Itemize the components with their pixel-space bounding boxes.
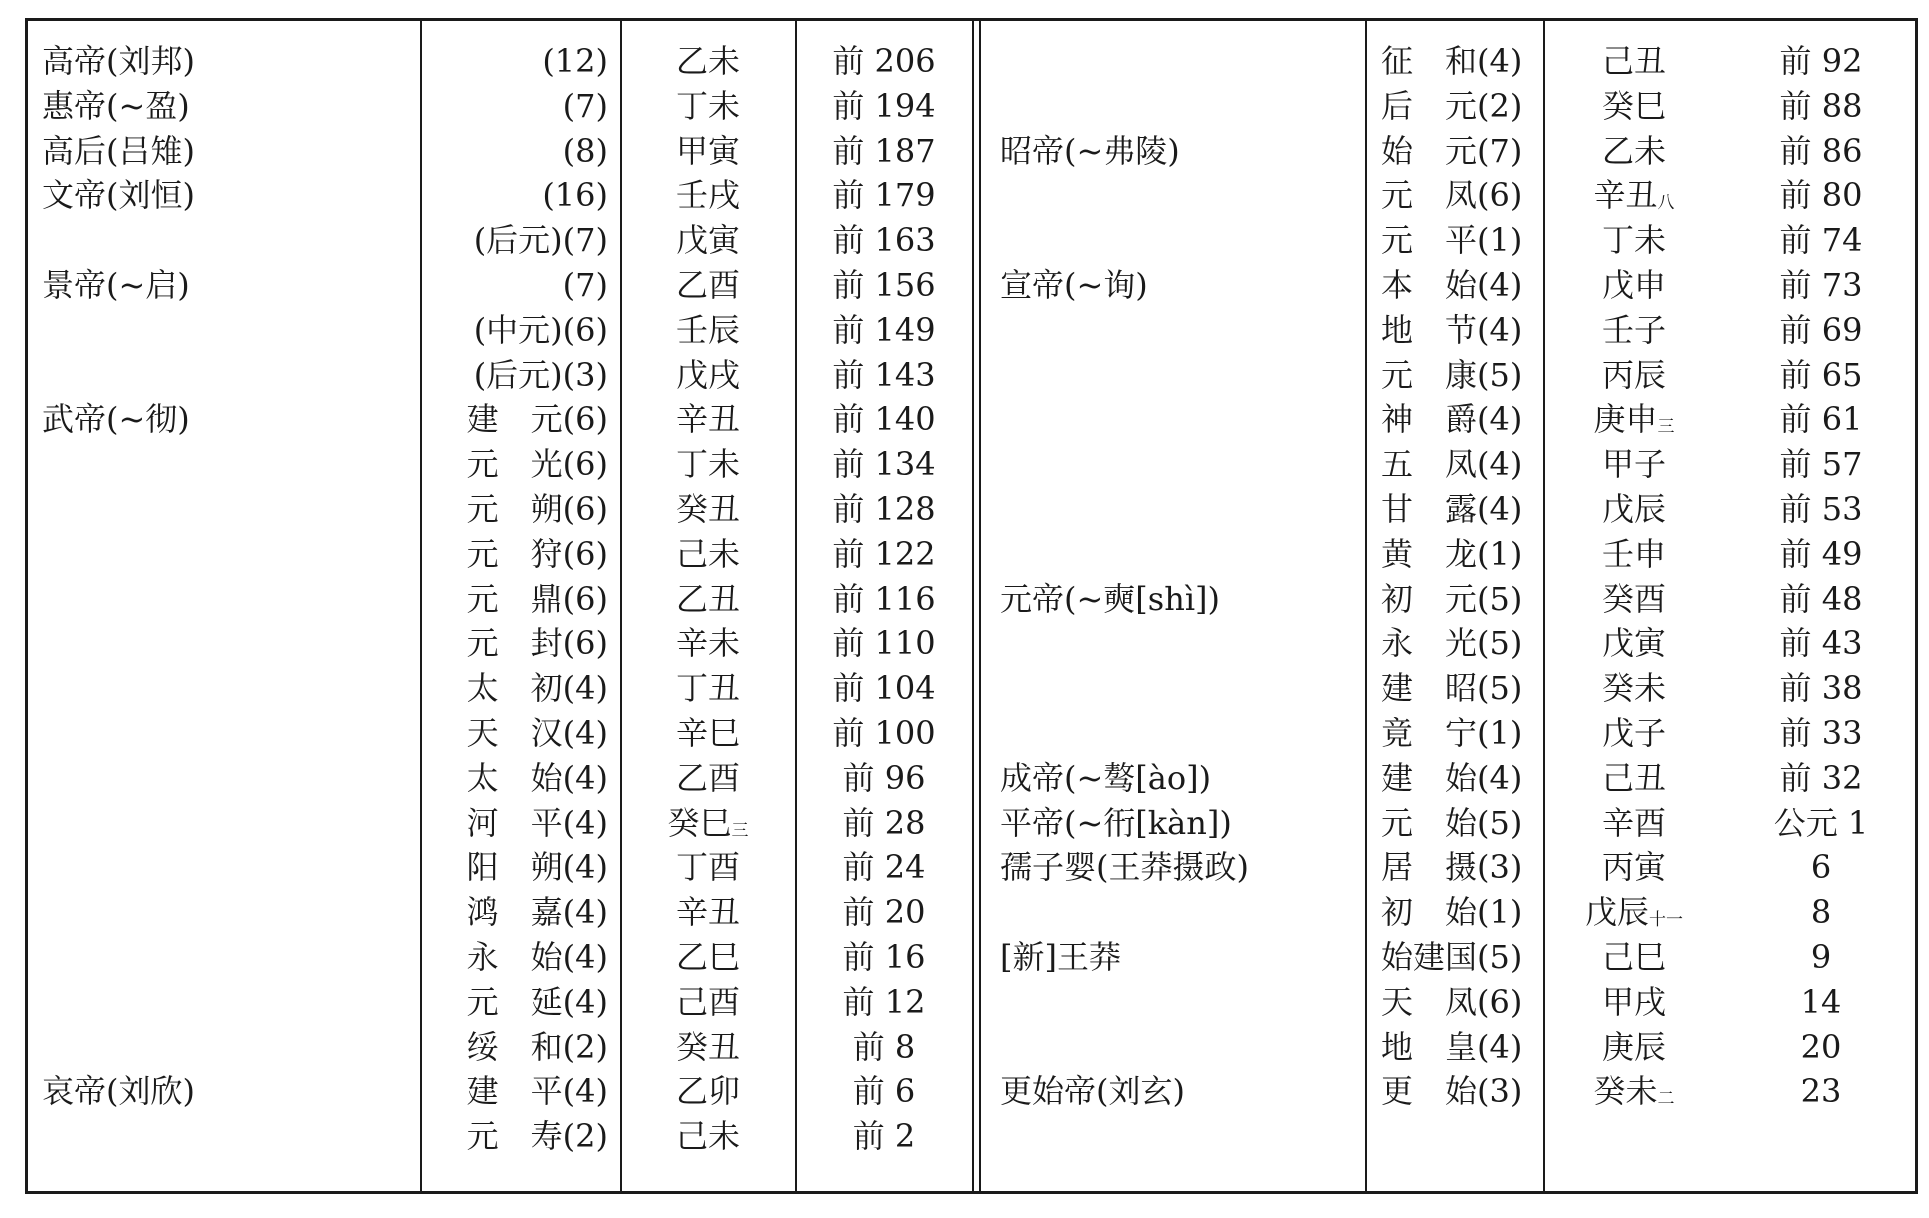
ganzhi-text: 辛未 — [675, 624, 740, 663]
ganzhi-cell — [1549, 353, 1719, 398]
table-cell: (7) — [562, 86, 608, 125]
table-cell: 太 始(4) — [466, 758, 608, 797]
table-cell — [42, 487, 414, 532]
table-cell: 前 24 — [842, 848, 926, 887]
table-cell: 黄 龙(1) — [1381, 534, 1523, 573]
table-cell: 前 80 — [1779, 176, 1863, 215]
table-cell: 景帝(~启) — [42, 265, 190, 304]
table-cell: 前 86 — [1779, 131, 1863, 170]
table-cell: 前 28 — [842, 803, 926, 842]
table-cell — [1000, 711, 1360, 756]
table-cell — [1000, 353, 1360, 398]
ganzhi-cell — [626, 353, 790, 398]
table-cell: 孺子婴(王莽摄政) — [1000, 848, 1249, 887]
ganzhi-cell — [626, 173, 790, 218]
ganzhi-text: 辛丑 — [675, 400, 740, 439]
left-year-column — [801, 39, 967, 1159]
table-cell: 20 — [1800, 1027, 1842, 1066]
table-cell: 前 206 — [832, 42, 936, 80]
ganzhi-cell — [626, 39, 790, 84]
ganzhi-text: 乙丑 — [675, 579, 740, 618]
table-cell — [42, 621, 414, 666]
ganzhi-cell — [1549, 980, 1719, 1025]
ganzhi-text: 癸丑 — [675, 1027, 740, 1066]
ganzhi-text: 戊辰 — [1601, 489, 1666, 528]
ganzhi-cell — [1549, 487, 1719, 532]
table-cell: 前 12 — [842, 982, 926, 1021]
table-cell: 竟 宁(1) — [1381, 713, 1523, 752]
table-cell: 高帝(刘邦) — [42, 42, 195, 80]
table-cell — [42, 308, 414, 353]
ganzhi-text: 丁未 — [675, 86, 740, 125]
ganzhi-cell — [626, 845, 790, 890]
table-cell — [1000, 487, 1360, 532]
ganzhi-text: 癸丑 — [675, 489, 740, 528]
ganzhi-cell — [626, 1114, 790, 1159]
table-cell — [42, 666, 414, 711]
table-cell: 鸿 嘉(4) — [466, 893, 608, 932]
table-cell: [新]王莽 — [1000, 937, 1121, 976]
table-cell — [1000, 308, 1360, 353]
ganzhi-cell — [626, 980, 790, 1025]
table-cell — [42, 218, 414, 263]
ganzhi-cell — [1549, 756, 1719, 801]
ganzhi-cell — [1549, 801, 1719, 846]
ganzhi-text: 己巳 — [1601, 937, 1666, 976]
ganzhi-cell — [1549, 129, 1719, 174]
ganzhi-cell — [1549, 666, 1719, 711]
table-cell — [1000, 980, 1360, 1025]
table-cell: 公元 1 — [1773, 803, 1869, 842]
table-cell: 前 38 — [1779, 669, 1863, 708]
table-cell: (后元)(7) — [473, 221, 608, 260]
table-cell — [1000, 890, 1360, 935]
table-cell: 前 74 — [1779, 221, 1863, 260]
table-cell: 14 — [1800, 982, 1842, 1021]
right-emperor-column — [1000, 39, 1360, 1159]
ganzhi-text: 丁未 — [675, 445, 740, 484]
table-cell: 前 33 — [1779, 713, 1863, 752]
table-cell: 初 元(5) — [1381, 579, 1523, 618]
table-cell: 太 初(4) — [466, 669, 608, 708]
ganzhi-cell — [626, 621, 790, 666]
ganzhi-cell — [626, 308, 790, 353]
ganzhi-text: 辛丑 — [1593, 176, 1658, 215]
ganzhi-text: 己丑 — [1601, 758, 1666, 797]
table-cell — [1000, 84, 1360, 129]
ganzhi-text: 丙寅 — [1601, 848, 1666, 887]
ganzhi-cell — [1549, 84, 1719, 129]
table-cell: 文帝(刘恒) — [42, 176, 195, 215]
table-cell: 神 爵(4) — [1381, 400, 1523, 439]
table-cell — [42, 532, 414, 577]
table-cell: 地 皇(4) — [1381, 1027, 1523, 1066]
table-cell — [42, 1025, 414, 1070]
ganzhi-text: 戊戌 — [675, 355, 740, 394]
table-cell — [1000, 397, 1360, 442]
ganzhi-cell — [1549, 173, 1719, 218]
ganzhi-text: 壬辰 — [675, 310, 740, 349]
table-cell — [42, 890, 414, 935]
table-cell: 前 140 — [832, 400, 936, 439]
ganzhi-text: 庚辰 — [1601, 1027, 1666, 1066]
table-cell: 建 昭(5) — [1381, 669, 1523, 708]
ganzhi-text: 乙未 — [675, 42, 740, 80]
ganzhi-cell — [626, 577, 790, 622]
table-cell: 前 43 — [1779, 624, 1863, 663]
table-cell: 更 始(3) — [1381, 1072, 1523, 1111]
table-cell: 高后(吕雉) — [42, 131, 195, 170]
table-cell — [1000, 173, 1360, 218]
table-cell: 甘 露(4) — [1381, 489, 1523, 528]
table-cell — [42, 442, 414, 487]
ganzhi-text: 己未 — [675, 534, 740, 573]
table-cell — [42, 756, 414, 801]
table-cell: 平帝(~衎[kàn]) — [1000, 803, 1232, 842]
table-cell: 元 鼎(6) — [466, 579, 608, 618]
left-era-column — [426, 39, 608, 1159]
table-cell — [42, 801, 414, 846]
table-cell: 成帝(~骜[ào]) — [1000, 758, 1212, 797]
ganzhi-cell — [1549, 621, 1719, 666]
table-cell: 惠帝(~盈) — [42, 86, 190, 125]
table-cell — [1000, 666, 1360, 711]
table-cell: 元 狩(6) — [466, 534, 608, 573]
ganzhi-text: 丁未 — [1601, 221, 1666, 260]
table-cell — [1000, 442, 1360, 487]
column-divider — [1365, 21, 1367, 1191]
table-cell: 元 平(1) — [1381, 221, 1523, 260]
table-cell: 前 53 — [1779, 489, 1863, 528]
table-cell — [42, 935, 414, 980]
ganzhi-text: 癸巳 — [667, 803, 732, 842]
ganzhi-text: 戊申 — [1601, 265, 1666, 304]
ganzhi-cell — [626, 532, 790, 577]
leap-month-note: 三 — [731, 820, 749, 841]
table-cell: 前 96 — [842, 758, 926, 797]
table-cell — [1000, 621, 1360, 666]
ganzhi-text: 甲戌 — [1601, 982, 1666, 1021]
ganzhi-text: 丁酉 — [675, 848, 740, 887]
column-divider — [420, 21, 422, 1191]
table-cell: 元帝(~奭[shì]) — [1000, 579, 1221, 618]
ganzhi-text: 庚申 — [1593, 400, 1658, 439]
table-cell: 元 寿(2) — [466, 1117, 608, 1156]
table-cell — [42, 353, 414, 398]
ganzhi-cell — [1549, 263, 1719, 308]
table-cell: 前 73 — [1779, 265, 1863, 304]
table-cell: 元 光(6) — [466, 445, 608, 484]
ganzhi-cell — [626, 1025, 790, 1070]
ganzhi-text: 癸未 — [1593, 1072, 1658, 1111]
table-cell: 前 104 — [832, 669, 936, 708]
table-cell: 前 194 — [832, 86, 936, 125]
ganzhi-cell — [626, 666, 790, 711]
table-cell: (后元)(3) — [473, 355, 608, 394]
table-cell: (8) — [562, 131, 608, 170]
table-cell: 前 2 — [852, 1117, 916, 1156]
ganzhi-text: 丙辰 — [1601, 355, 1666, 394]
table-cell — [1000, 1114, 1360, 1159]
table-cell: 前 116 — [832, 579, 936, 618]
table-cell: 6 — [1810, 848, 1832, 887]
table-cell — [1000, 39, 1360, 84]
ganzhi-text: 辛丑 — [675, 893, 740, 932]
leap-month-note: 八 — [1657, 193, 1675, 214]
table-cell: 前 57 — [1779, 445, 1863, 484]
table-cell: 前 179 — [832, 176, 936, 215]
table-cell: 元 始(5) — [1381, 803, 1523, 842]
table-cell: 建 平(4) — [466, 1072, 608, 1111]
table-cell: 前 16 — [842, 937, 926, 976]
table-cell: 前 156 — [832, 265, 936, 304]
table-cell: 前 88 — [1779, 86, 1863, 125]
ganzhi-cell — [1549, 1025, 1719, 1070]
ganzhi-cell — [1549, 577, 1719, 622]
leap-month-note: 三 — [1657, 417, 1675, 438]
table-cell — [42, 1114, 414, 1159]
ganzhi-text: 戊寅 — [675, 221, 740, 260]
ganzhi-cell — [626, 442, 790, 487]
table-cell: 永 光(5) — [1381, 624, 1523, 663]
table-cell: 阳 朔(4) — [466, 848, 608, 887]
table-cell: 宣帝(~询) — [1000, 265, 1148, 304]
table-cell — [1000, 532, 1360, 577]
right-year-column — [1731, 39, 1911, 1159]
leap-month-note: 十一 — [1649, 910, 1683, 931]
ganzhi-text: 乙酉 — [675, 265, 740, 304]
table-cell: 五 凤(4) — [1381, 445, 1523, 484]
table-cell — [42, 577, 414, 622]
table-cell: 建 始(4) — [1381, 758, 1523, 797]
ganzhi-cell — [1549, 39, 1719, 84]
table-cell: 本 始(4) — [1381, 265, 1523, 304]
table-cell: 前 32 — [1779, 758, 1863, 797]
table-cell: 始 元(7) — [1381, 131, 1523, 170]
table-cell: 永 始(4) — [466, 937, 608, 976]
table-cell: 前 65 — [1779, 355, 1863, 394]
ganzhi-text: 乙未 — [1601, 131, 1666, 170]
left-emperor-column — [42, 39, 414, 1159]
ganzhi-text: 壬申 — [1601, 534, 1666, 573]
ganzhi-cell — [626, 263, 790, 308]
left-ganzhi-column — [626, 39, 790, 1159]
table-cell: 前 122 — [832, 534, 936, 573]
table-cell: (16) — [542, 176, 608, 215]
table-cell — [42, 980, 414, 1025]
ganzhi-cell — [626, 1069, 790, 1114]
table-cell: 前 128 — [832, 489, 936, 528]
table-cell — [1000, 218, 1360, 263]
table-cell: (7) — [562, 265, 608, 304]
center-double-divider — [972, 21, 981, 1191]
table-cell: 元 延(4) — [466, 982, 608, 1021]
leap-month-note: 二 — [1657, 1089, 1675, 1110]
table-cell — [42, 711, 414, 756]
ganzhi-cell — [1549, 935, 1719, 980]
ganzhi-cell — [1549, 397, 1719, 442]
table-cell: 前 187 — [832, 131, 936, 170]
ganzhi-text: 癸未 — [1601, 669, 1666, 708]
ganzhi-cell — [1549, 1069, 1719, 1114]
table-cell — [1731, 1114, 1911, 1159]
ganzhi-cell — [626, 397, 790, 442]
ganzhi-text: 己丑 — [1601, 42, 1666, 80]
table-cell: (中元)(6) — [473, 310, 608, 349]
ganzhi-text: 丁丑 — [675, 669, 740, 708]
table-cell: 前 48 — [1779, 579, 1863, 618]
table-cell: 前 110 — [832, 624, 936, 663]
table-cell: 前 61 — [1779, 400, 1863, 439]
table-cell: 征 和(4) — [1381, 42, 1523, 80]
ganzhi-text: 辛巳 — [675, 713, 740, 752]
table-cell: 23 — [1800, 1072, 1842, 1111]
table-cell: 元 封(6) — [466, 624, 608, 663]
column-divider — [620, 21, 622, 1191]
ganzhi-text: 甲子 — [1601, 445, 1666, 484]
dynasty-year-table — [25, 18, 1918, 1194]
ganzhi-cell — [626, 84, 790, 129]
table-cell: 前 143 — [832, 355, 936, 394]
table-cell: 前 163 — [832, 221, 936, 260]
ganzhi-text: 己未 — [675, 1117, 740, 1156]
right-ganzhi-column — [1549, 39, 1719, 1159]
ganzhi-cell — [1549, 1114, 1719, 1159]
table-cell: 始建国(5) — [1381, 937, 1523, 976]
ganzhi-text: 戊辰 — [1584, 893, 1649, 932]
ganzhi-cell — [626, 801, 790, 846]
ganzhi-text: 辛酉 — [1601, 803, 1666, 842]
table-cell: 更始帝(刘玄) — [1000, 1072, 1185, 1111]
table-cell — [42, 845, 414, 890]
ganzhi-cell — [626, 935, 790, 980]
ganzhi-cell — [1549, 308, 1719, 353]
table-cell: (12) — [542, 42, 608, 80]
table-cell — [1000, 1025, 1360, 1070]
table-cell: 9 — [1810, 937, 1832, 976]
table-cell: 初 始(1) — [1381, 893, 1523, 932]
table-cell: 元 朔(6) — [466, 489, 608, 528]
table-cell: 前 8 — [852, 1027, 916, 1066]
table-cell: 元 康(5) — [1381, 355, 1523, 394]
table-cell: 前 134 — [832, 445, 936, 484]
ganzhi-cell — [1549, 845, 1719, 890]
table-cell: 前 92 — [1779, 42, 1863, 80]
table-cell — [1381, 1114, 1561, 1159]
ganzhi-cell — [1549, 890, 1719, 935]
ganzhi-text: 壬子 — [1601, 310, 1666, 349]
table-cell: 8 — [1810, 893, 1832, 932]
ganzhi-cell — [626, 756, 790, 801]
ganzhi-text: 甲寅 — [675, 131, 740, 170]
ganzhi-cell — [626, 890, 790, 935]
ganzhi-text: 戊子 — [1601, 713, 1666, 752]
table-cell: 元 凤(6) — [1381, 176, 1523, 215]
table-cell: 前 69 — [1779, 310, 1863, 349]
table-cell: 前 100 — [832, 713, 936, 752]
table-cell: 前 49 — [1779, 534, 1863, 573]
table-cell: 地 节(4) — [1381, 310, 1523, 349]
ganzhi-text: 壬戌 — [675, 176, 740, 215]
table-cell: 天 凤(6) — [1381, 982, 1523, 1021]
table-cell: 前 6 — [852, 1072, 916, 1111]
ganzhi-cell — [626, 129, 790, 174]
table-cell: 绥 和(2) — [466, 1027, 608, 1066]
ganzhi-cell — [1549, 711, 1719, 756]
ganzhi-cell — [1549, 442, 1719, 487]
table-cell: 前 149 — [832, 310, 936, 349]
table-cell: 建 元(6) — [466, 400, 608, 439]
table-cell: 前 20 — [842, 893, 926, 932]
ganzhi-text: 癸酉 — [1601, 579, 1666, 618]
table-cell: 后 元(2) — [1381, 86, 1523, 125]
ganzhi-text: 乙卯 — [675, 1072, 740, 1111]
table-cell: 昭帝(~弗陵) — [1000, 131, 1180, 170]
column-divider — [795, 21, 797, 1191]
ganzhi-cell — [626, 711, 790, 756]
table-cell: 哀帝(刘欣) — [42, 1072, 195, 1111]
ganzhi-cell — [626, 487, 790, 532]
table-cell: 居 摄(3) — [1381, 848, 1523, 887]
table-cell: 河 平(4) — [466, 803, 608, 842]
ganzhi-text: 乙酉 — [675, 758, 740, 797]
ganzhi-cell — [1549, 532, 1719, 577]
ganzhi-cell — [1549, 218, 1719, 263]
table-cell: 武帝(~彻) — [42, 400, 190, 439]
ganzhi-text: 己酉 — [675, 982, 740, 1021]
ganzhi-text: 戊寅 — [1601, 624, 1666, 663]
right-era-column — [1381, 39, 1561, 1159]
ganzhi-text: 乙巳 — [675, 937, 740, 976]
ganzhi-cell — [626, 218, 790, 263]
ganzhi-text: 癸巳 — [1601, 86, 1666, 125]
table-cell: 天 汉(4) — [466, 713, 608, 752]
